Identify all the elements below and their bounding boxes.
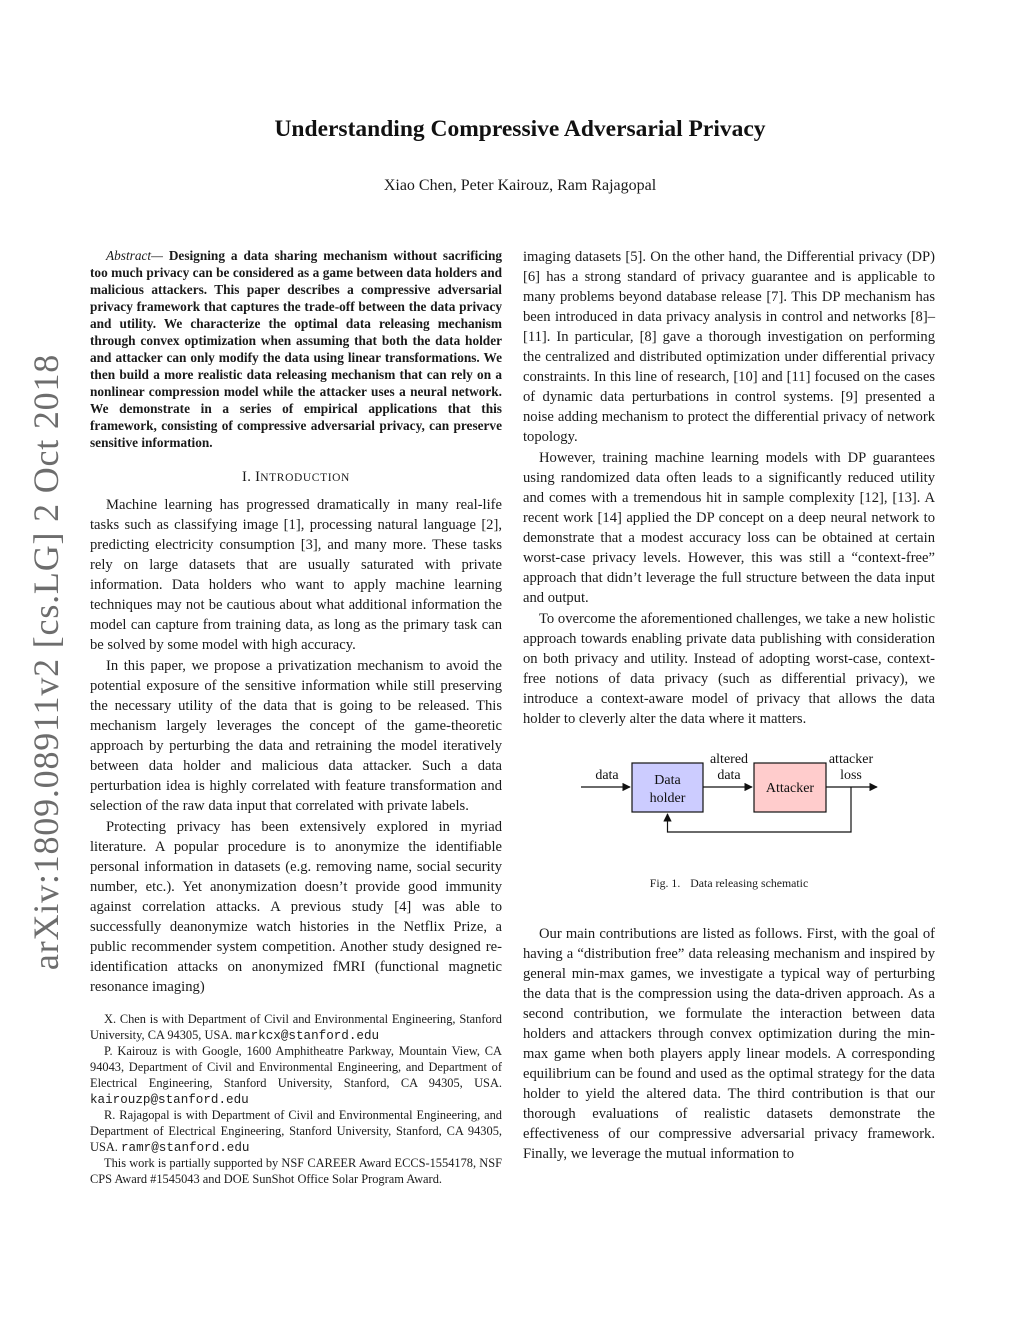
footnote-rajagopal-text: R. Rajagopal is with Department of Civil and Environmental Engineering, and Department of Electrical Engineering, Stanford University, Stanford, CA 94305, USA. <box>90 1108 502 1154</box>
left-column <box>90 247 502 1188</box>
body-paragraph-approach: To overcome the aforementioned challenges, we take a new holistic approach towards enabling private data publishing with consideration on both privacy and utility. Instead of adopting worst-case, context-free notions of data privacy (such as differential privacy), we introduce a context-aware model of privacy that allows the data holder to cleverly alter the data where it matters. <box>523 611 935 727</box>
data-releasing-schematic <box>523 751 935 861</box>
email-chen[interactable]: markcx@stanford.edu <box>235 1028 380 1043</box>
attacker-label: Attacker <box>765 781 815 796</box>
label-altered: altered <box>709 752 749 767</box>
body-paragraph-contributions: Our main contributions are listed as follows. First, with the goal of having a “distribution free” data releasing mechanism and inspired by general min-max games, we investigate a typical way of perturbing the data that is the compression using the data-driven approach. As a second contribution, we formulate the interaction between data holders and attackers through convex optimization during the min-max game when both players apply linear models. A corresponding equilibrium can be found and used as the optimal strategy for the data holder to yield the altered data. The third contribution is that our thorough evaluations of realistic datasets demonstrate the effectiveness of our compressive adversarial privacy framework. Finally, we leverage the mutual information to <box>523 926 935 1162</box>
footnote-funding: This work is partially supported by NSF CAREER Award ECCS-1554178, NSF CPS Award #1545043 and DOE SunShot Office Solar Program Award. <box>90 1156 502 1187</box>
intro-paragraph-3: Protecting privacy has been extensively explored in myriad literature. A popular procedure is to anonymize the identifiable personal information in datasets (e.g. removing name, social security number, etc.). Yet anonymization doesn’t provide good immunity against correlation attacks. A previous study [4] was able to successfully deanonymize watch histories in the Netflix Prize, a public recommender system competition. Another study designed re-identification attacks on anonymized fMRI (functional magnetic resonance imaging) <box>90 819 502 995</box>
body-paragraph-dp: imaging datasets [5]. On the other hand, the Differential privacy (DP) [6] has a strong standard of privacy guarantee and is applicable to many problems beyond database release [7]. This DP mechanism has been introduced in data privacy analysis in control and networks [8]–[11]. In particular, [8] gave a thorough investigation on performing the centralized and distributed optimization under differential privacy constraints. In this line of research, [10] and [11] focused on the cases of dynamic data perturbations in control systems. [9] presented a noise adding mechanism to protect the differential privacy of network topology. <box>523 249 935 445</box>
abstract-dash: — <box>151 248 163 263</box>
section-title-rest: NTRODUCTION <box>260 472 350 484</box>
figure-1 <box>523 751 935 861</box>
abstract-label: Abstract <box>106 248 152 263</box>
body-paragraph-dp-limits: However, training machine learning models with DP guarantees using randomized data often leads to a significantly reduced utility and comes with a tremendous hit in sample complexity [12], [13]. A recent work [14] applied the DP concept on a deep neural network to demonstrate that a modest accuracy loss can be obtained at certain worst-case privacy levels. However, this was still a “context-free” approach that didn’t leverage the full structure between the data input and output. <box>523 450 935 606</box>
intro-paragraph-1: Machine learning has progressed dramatically in many real-life tasks such as classifying image [1], processing natural language [2], predicting electricity consumption [3], and many more. These tasks rely on large datasets that are usually saturated with private information. Data holders who want to apply machine learning techniques may not be cautious about what additional information the model can capture from training data, as long as the primary task can be solved by some model with high accuracy. <box>90 497 502 653</box>
intro-paragraph-2: In this paper, we propose a privatization mechanism to avoid the potential exposure of the sensitive information while still preserving the necessary utility of the data that is going to be released. This mechanism largely leverages the concept of the game-theoretic approach by perturbing the data and retraining the model iteratively between data holder and malicious data attacker. Such a data perturbation idea is highly correlated with feature transformation and selection of the raw data input that correlated with private labels. <box>90 658 502 814</box>
data-holder-label-line1: Data <box>654 773 681 788</box>
footnote-kairouz <box>90 1044 502 1108</box>
footnote-rajagopal <box>90 1108 502 1156</box>
paper-title: Understanding Compressive Adversarial Privacy <box>274 116 766 142</box>
data-holder-label-line2: holder <box>649 791 686 806</box>
label-loss: loss <box>840 768 862 783</box>
section-heading-introduction <box>90 467 502 488</box>
figure-1-caption <box>523 875 935 891</box>
figure-1-caption-text: Data releasing schematic <box>690 876 809 890</box>
arxiv-stamp: arXiv:1809.08911v2 [cs.LG] 2 Oct 2018 <box>26 353 66 971</box>
footnote-chen-text: X. Chen is with Department of Civil and Environmental Engineering, Stanford University, CA 94305, USA. <box>90 1012 502 1042</box>
author-list: Xiao Chen, Peter Kairouz, Ram Rajagopal <box>383 177 657 194</box>
abstract <box>90 247 502 451</box>
footnotes <box>90 1012 502 1188</box>
figure-1-label: Fig. 1. <box>649 876 681 890</box>
section-first-letter: I <box>255 469 261 485</box>
email-kairouz[interactable]: kairouzp@stanford.edu <box>90 1092 249 1107</box>
footnote-chen <box>90 1012 502 1044</box>
section-numeral: I. <box>242 469 252 485</box>
label-altered-data: data <box>717 768 741 783</box>
label-data: data <box>595 768 619 783</box>
email-rajagopal[interactable]: ramr@stanford.edu <box>121 1140 250 1155</box>
abstract-text: Designing a data sharing mechanism without sacrificing too much privacy can be considered as a game between data holders and malicious attackers. This paper describes a compressive adversarial privacy framework that captures the trade-off between the data privacy and utility. We characterize the optimal data releasing mechanism through convex optimization when assuming that both the data holder and attacker can only modify the data using linear transformations. We then build a more realistic data releasing mechanism that can rely on a nonlinear compression model while the attacker uses a neural network. We demonstrate in a series of empirical applications that this framework, consisting of compressive adversarial privacy, can preserve sensitive information. <box>90 248 502 450</box>
right-column <box>523 247 935 1164</box>
footnote-kairouz-text: P. Kairouz is with Google, 1600 Amphitheatre Parkway, Mountain View, CA 94043, Department of Civil and Environmental Engineering, and Department of Electrical Engineering, Stanford University, Stanford, CA 94305, USA. <box>90 1044 502 1090</box>
label-attacker: attacker <box>828 752 874 767</box>
